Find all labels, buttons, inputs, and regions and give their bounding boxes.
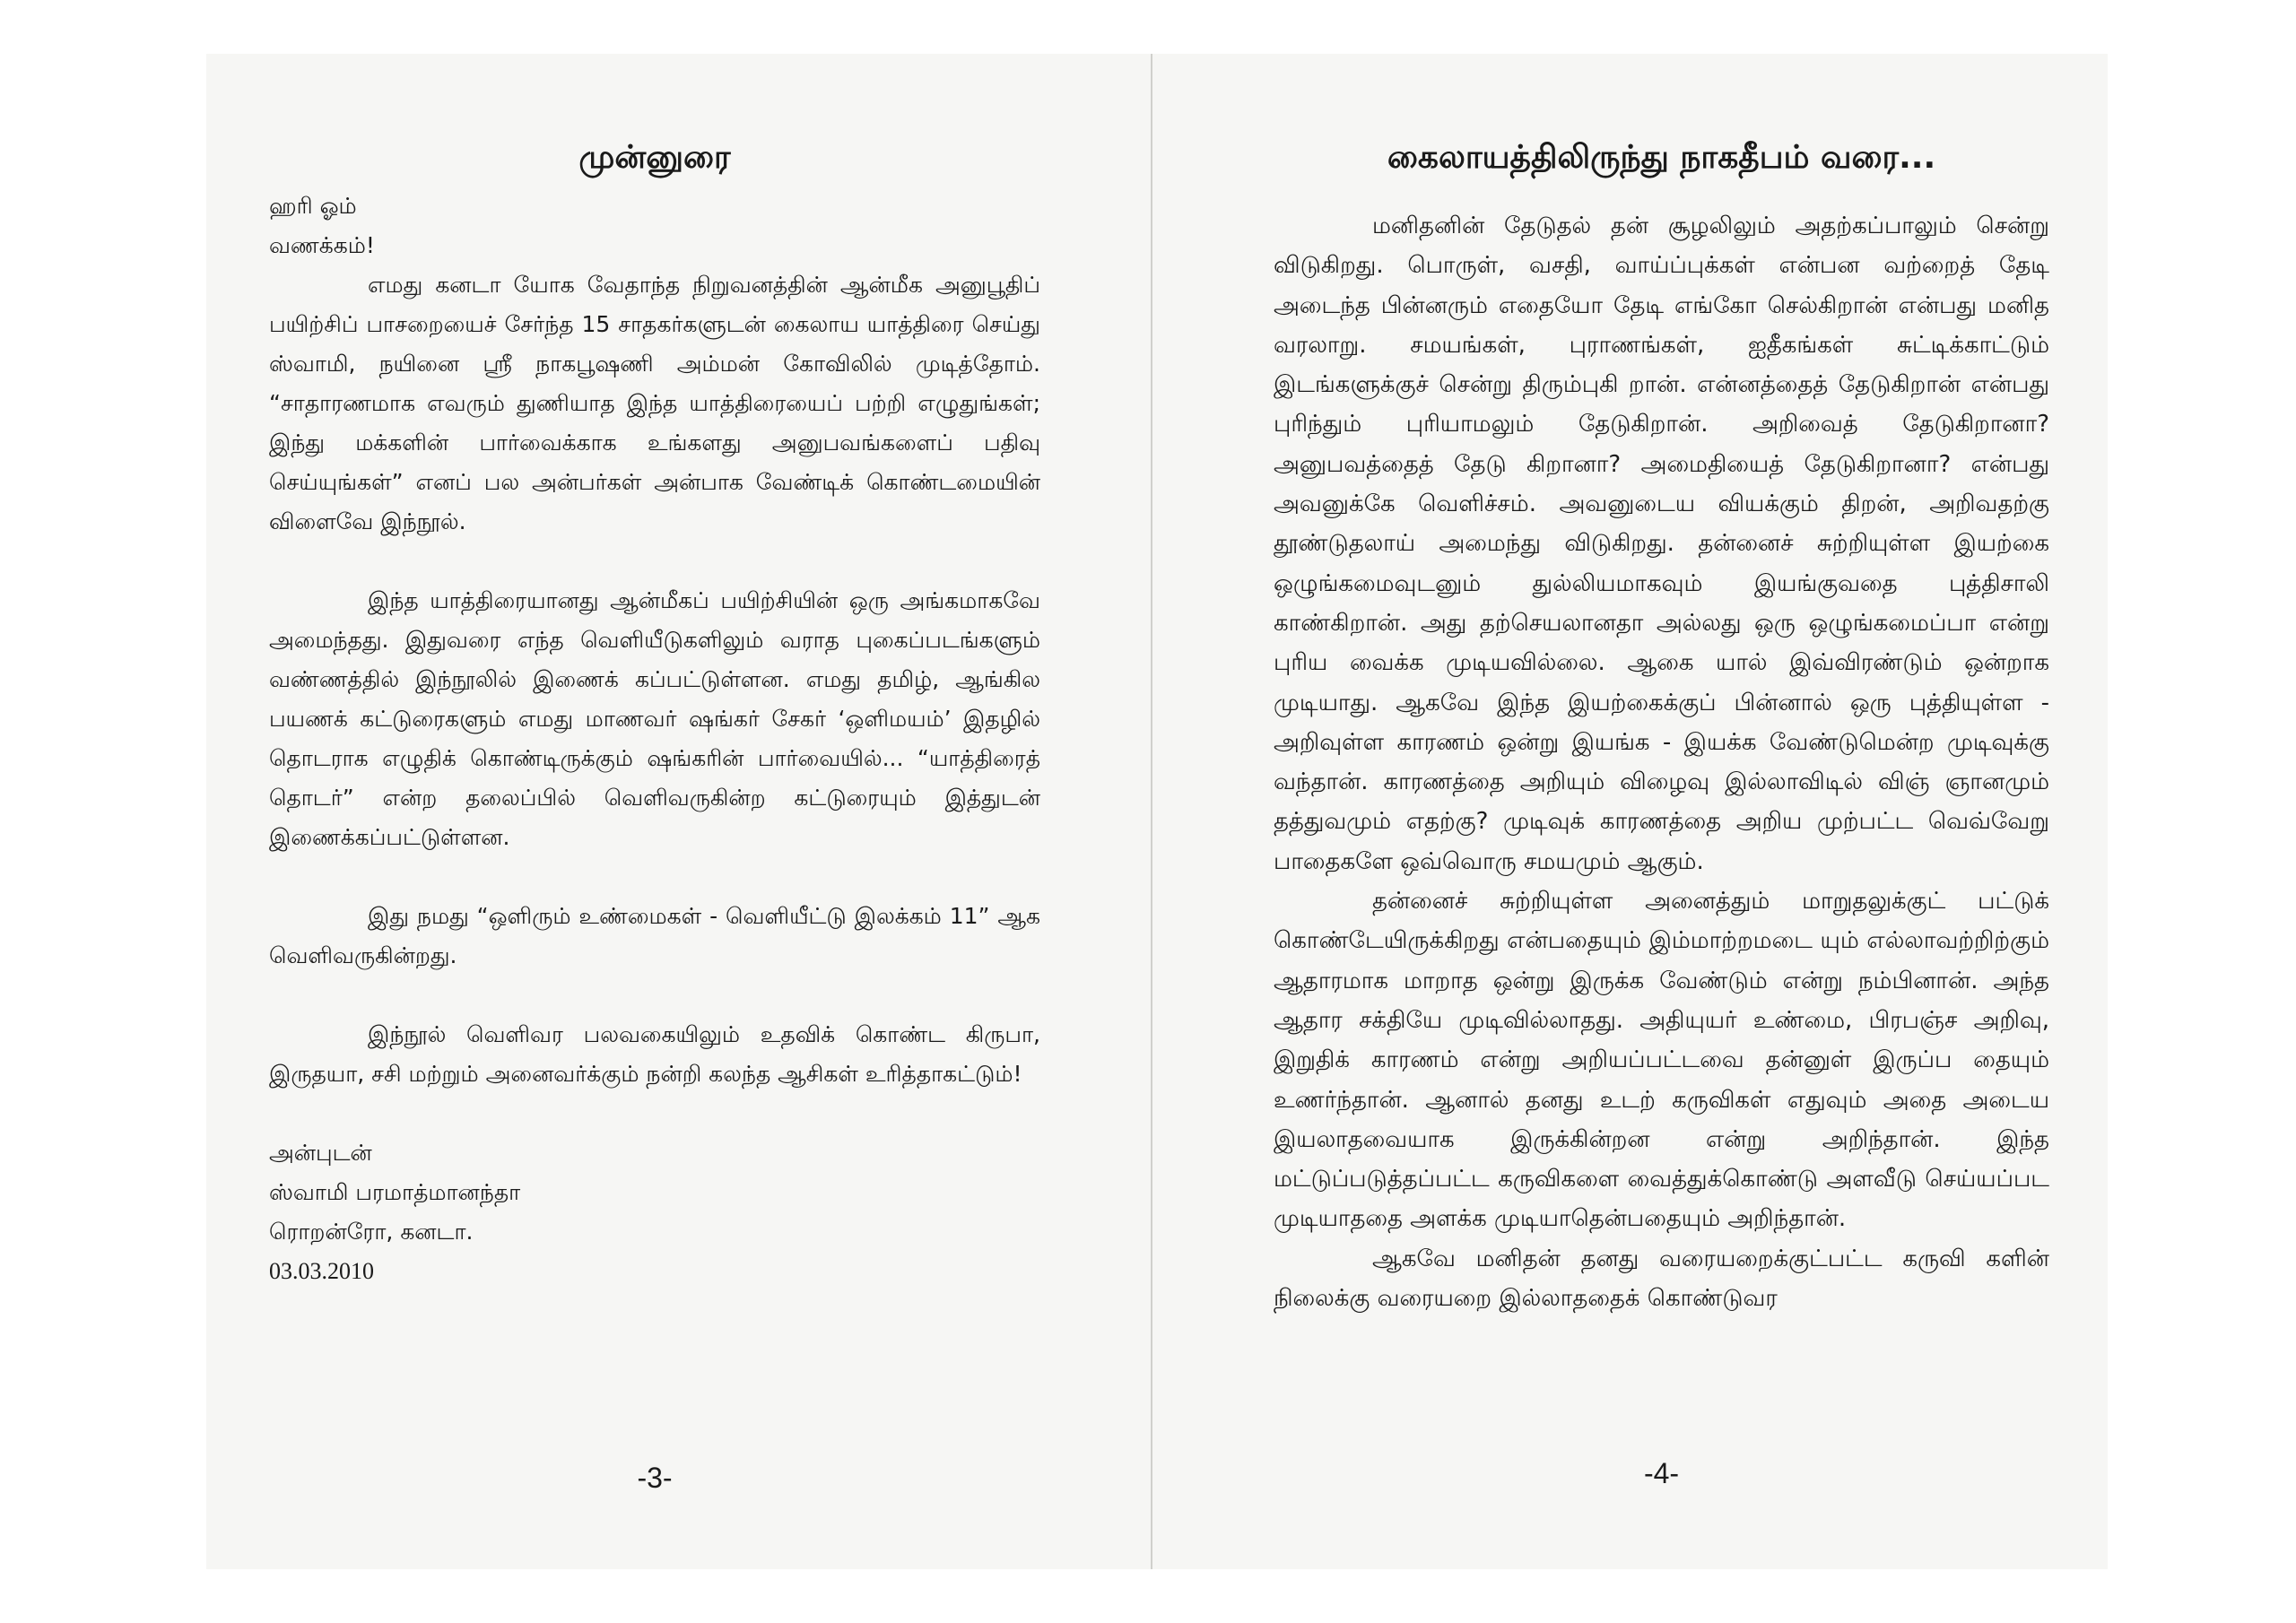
- left-page: [269, 54, 1040, 1569]
- foreword-body: [269, 187, 1040, 1291]
- foreword-paragraph: இது நமது “ஒளிரும் உண்மைகள் - வெளியீட்டு இலக்கம் 11” ஆக வெளிவருகின்றது.: [269, 903, 1040, 968]
- signature-line: அன்புடன்: [269, 1140, 372, 1166]
- chapter-paragraph: மனிதனின் தேடுதல் தன் சூழலிலும் அதற்கப்பாலும் சென்று விடுகிறது. பொருள், வசதி, வாய்ப்புக்கள் என்பன வற்றைத் தேடி அடைந்த பின்னரும் எதையோ தேடி எங்கோ செல்கிறான் என்பது மனித வரலாறு. சமயங்கள், புராணங்கள், ஐதீகங்கள் சுட்டிக்காட்டும் இடங்களுக்குச் சென்று திரும்புகி றான். என்னத்தைத் தேடுகிறான் என்பது புரிந்தும் புரியாமலும் தேடுகிறான். அறிவைத் தேடுகிறானா? அனுபவத்தைத் தேடு கிறானா? அமைதியைத் தேடுகிறானா? என்பது அவனுக்கே வெளிச்சம். அவனுடைய வியக்கும் திறன், அறிவதற்கு தூண்டுதலாய் அமைந்து விடுகிறது. தன்னைச் சுற்றியுள்ள இயற்கை ஒழுங்கமைவுடனும் துல்லியமாகவும் இயங்குவதை புத்திசாலி காண்கிறான். அது தற்செயலானதா அல்லது ஒரு ஒழுங்கமைப்பா என்று புரிய வைக்க முடியவில்லை. ஆகை யால் இவ்விரண்டும் ஒன்றாக முடியாது. ஆகவே இந்த இயற்கைக்குப் பின்னால் ஒரு புத்தியுள்ள - அறிவுள்ள காரணம் ஒன்று இயங்க - இயக்க வேண்டுமென்ற முடிவுக்கு வந்தான். காரணத்தை அறியும் விழைவு இல்லாவிடில் விஞ் ஞானமும் தத்துவமும் எதற்கு? முடிவுக் காரணத்தை அறிய முற்பட்ட வெவ்வேறு பாதைகளே ஒவ்வொரு சமயமும் ஆகும்.: [1274, 213, 2049, 875]
- foreword-paragraph: இந்த யாத்திரையானது ஆன்மீகப் பயிற்சியின் ஒரு அங்கமாகவே அமைந்தது. இதுவரை எந்த வெளியீடுகளிலும் வராத புகைப்படங்களும் வண்ணத்தில் இந்நூலில் இணைக் கப்பட்டுள்ளன. எமது தமிழ், ஆங்கில பயணக் கட்டுரைகளும் எமது மாணவர் ஷங்கர் சேகர் ‘ஒளிமயம்’ இதழில் தொடராக எழுதிக் கொண்டிருக்கும் ஷங்கரின் பார்வையில்... “யாத்திரைத் தொடர்” என்ற தலைப்பில் வெளிவருகின்ற கட்டுரையும் இத்துடன் இணைக்கப்பட்டுள்ளன.: [269, 587, 1040, 850]
- page-title-foreword: முன்னுரை: [578, 139, 731, 176]
- chapter-body: [1274, 206, 2049, 1318]
- greeting-line: ஹரி ஓம்: [269, 193, 357, 219]
- right-page: [1274, 54, 2049, 1569]
- chapter-paragraph: ஆகவே மனிதன் தனது வரையறைக்குட்பட்ட கருவி களின் நிலைக்கு வரையறை இல்லாததைக் கொண்டுவர: [1274, 1245, 2049, 1313]
- greeting-line: வணக்கம்!: [269, 232, 375, 258]
- signature-name: ஸ்வாமி பரமாத்மானந்தா: [269, 1179, 521, 1205]
- signature-date: 03.03.2010: [269, 1258, 374, 1284]
- signature-place: ரொறன்ரோ, கனடா.: [269, 1219, 474, 1245]
- foreword-paragraph: இந்நூல் வெளிவர பலவகையிலும் உதவிக் கொண்ட கிருபா, இருதயா, சசி மற்றும் அனைவர்க்கும் நன்றி கலந்த ஆசிகள் உரித்தாகட்டும்!: [269, 1021, 1040, 1087]
- book-gutter-fold: [1151, 54, 1152, 1569]
- page-title-chapter: கைலாயத்திலிருந்து நாகதீபம் வரை...: [1387, 139, 1936, 176]
- page-number: -3-: [637, 1462, 673, 1494]
- foreword-paragraph: எமது கனடா யோக வேதாந்த நிறுவனத்தின் ஆன்மீக அனுபூதிப் பயிற்சிப் பாசறையைச் சேர்ந்த 15 சாதகர்களுடன் கைலாய யாத்திரை செய்து ஸ்வாமி, நயினை ஸ்ரீ நாகபூஷணி அம்மன் கோவிலில் முடித்தோம். “சாதாரணமாக எவரும் துணியாத இந்த யாத்திரையைப் பற்றி எழுதுங்கள்; இந்து மக்களின் பார்வைக்காக உங்களது அனுபவங்களைப் பதிவு செய்யுங்கள்” எனப் பல அன்பர்கள் அன்பாக வேண்டிக் கொண்டமையின் விளைவே இந்நூல்.: [269, 272, 1040, 534]
- chapter-paragraph: தன்னைச் சுற்றியுள்ள அனைத்தும் மாறுதலுக்குட் பட்டுக் கொண்டேயிருக்கிறது என்பதையும் இம்மாற்றமடை யும் எல்லாவற்றிற்கும் ஆதாரமாக மாறாத ஒன்று இருக்க வேண்டும் என்று நம்பினான். அந்த ஆதார சக்தியே முடிவில்லாதது. அதியுயர் உண்மை, பிரபஞ்ச அறிவு, இறுதிக் காரணம் என்று அறியப்பட்டவை தன்னுள் இருப்ப தையும் உணர்ந்தான். ஆனால் தனது உடற் கருவிகள் எதுவும் அதை அடைய இயலாதவையாக இருக்கின்றன என்று அறிந்தான். இந்த மட்டுப்படுத்தப்பட்ட கருவிகளை வைத்துக்கொண்டு அளவீடு செய்யப்பட முடியாததை அளக்க முடியாதென்பதையும் அறிந்தான்.: [1274, 888, 2049, 1233]
- page-number: -4-: [1643, 1457, 1680, 1489]
